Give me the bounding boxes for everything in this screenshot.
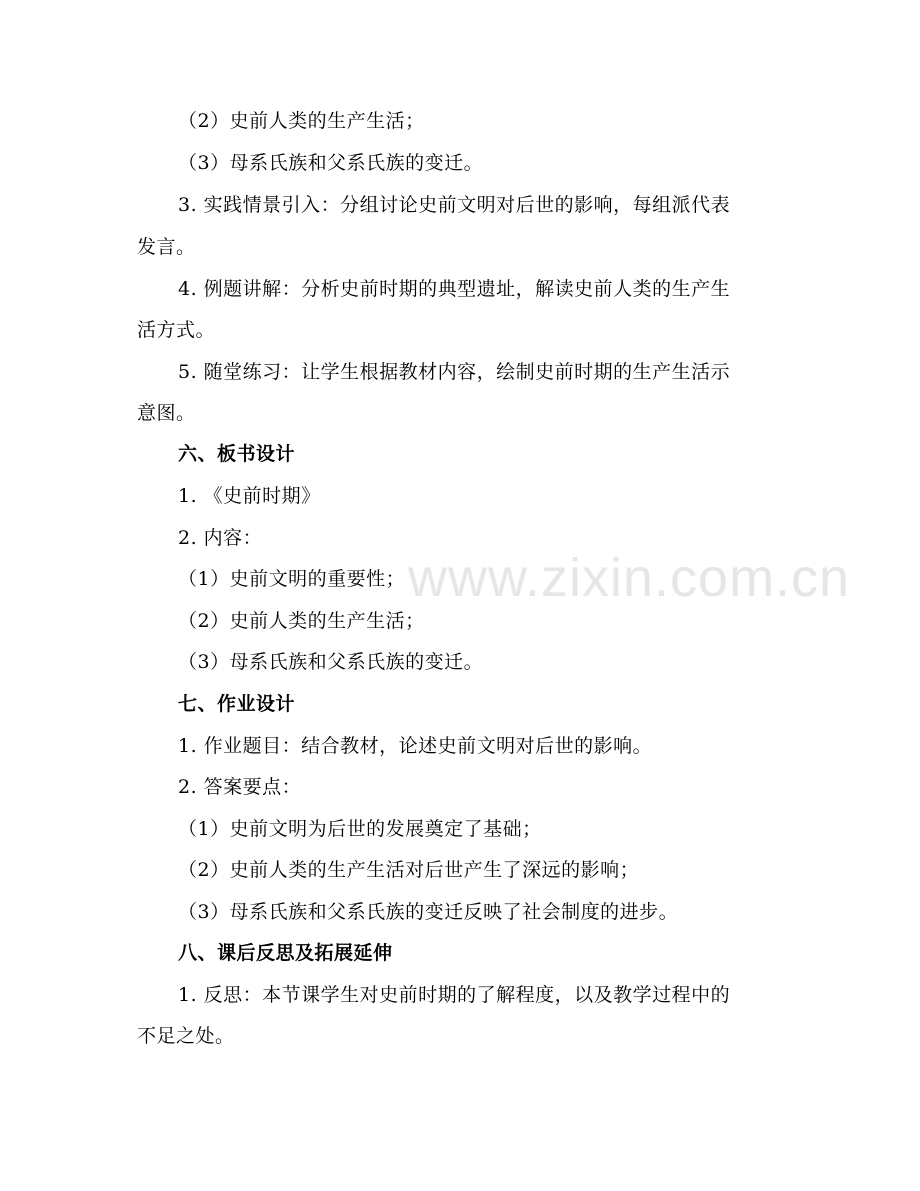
list-item-text: 2. 内容： (178, 527, 263, 549)
list-item-text: （3）母系氏族和父系氏族的变迁。 (178, 152, 484, 174)
list-item-text: 1. 《史前时期》 (178, 485, 321, 507)
list-item-text: （3）母系氏族和父系氏族的变迁。 (178, 651, 484, 673)
list-item-text: （2）史前人类的生产生活； (178, 610, 425, 632)
paragraph-text: 不足之处。 (137, 1025, 235, 1047)
list-item-text: （1）史前文明的重要性； (178, 568, 406, 590)
list-item-text: （2）史前人类的生产生活； (178, 110, 425, 132)
paragraph-text: 活方式。 (137, 319, 216, 341)
paragraph-text: 4. 例题讲解：分析史前时期的典型遗址，解读史前人类的生产生 (178, 278, 731, 300)
paragraph-text: 3. 实践情景引入：分组讨论史前文明对后世的影响，每组派代表 (178, 194, 731, 216)
section-heading: 七、作业设计 (178, 693, 296, 715)
list-item-text: （1）史前文明为后世的发展奠定了基础； (178, 818, 542, 840)
paragraph-text: 1. 反思：本节课学生对史前时期的了解程度，以及教学过程中的 (178, 984, 731, 1006)
section-heading: 六、板书设计 (178, 443, 296, 465)
list-item-text: 2. 答案要点： (178, 776, 302, 798)
list-item-text: （2）史前人类的生产生活对后世产生了深远的影响； (178, 859, 640, 881)
watermark: www.zixin.com.cn (408, 548, 851, 608)
list-item-text: （3）母系氏族和父系氏族的变迁反映了社会制度的进步。 (178, 901, 679, 923)
section-heading: 八、课后反思及拓展延伸 (178, 942, 393, 964)
paragraph-text: 意图。 (137, 402, 196, 424)
list-item-text: 1. 作业题目：结合教材，论述史前文明对后世的影响。 (178, 735, 653, 757)
paragraph-text: 发言。 (137, 236, 196, 258)
paragraph-text: 5. 随堂练习：让学生根据教材内容，绘制史前时期的生产生活示 (178, 361, 731, 383)
